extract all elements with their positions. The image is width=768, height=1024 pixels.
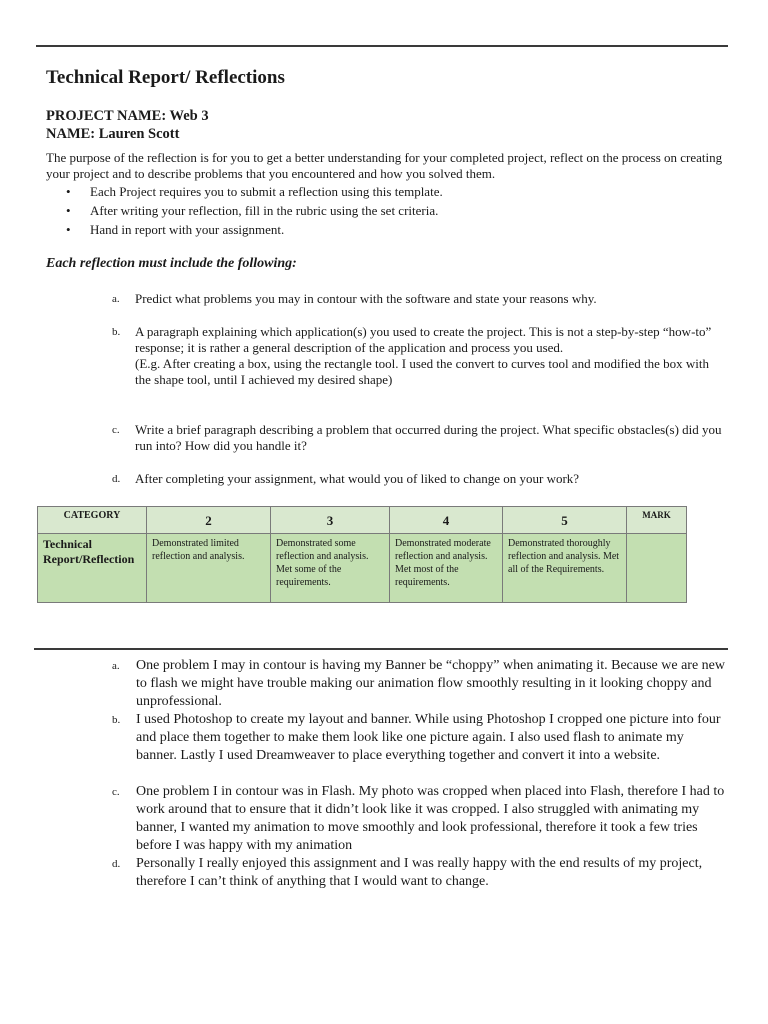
header-score-5: 5 — [503, 507, 627, 534]
list-item — [66, 182, 443, 201]
answer-item — [112, 855, 726, 891]
bullet-icon: • — [66, 184, 71, 199]
project-name: PROJECT NAME: Web 3 — [46, 108, 209, 124]
answer-letter: a. — [112, 660, 120, 672]
document-title: Technical Report/ Reflections — [46, 67, 285, 88]
answer-text: One problem I may in contour is having my Banner be “choppy” when animating it. Because we are new to flash we might have trouble making our animation flow smoothly resulting in it looking choppy and unprofessional. — [136, 658, 725, 709]
list-item-text: Hand in report with your assignment. — [90, 222, 285, 237]
bullet-icon: • — [66, 222, 71, 237]
purpose-paragraph: The purpose of the reflection is for you to get a better understanding for your completed project, reflect on the process on creating your project and to describe problems that you encountered and how you solved them. — [46, 150, 723, 181]
answer-text: One problem I in contour was in Flash. My photo was cropped when placed into Flash, therefore I had to work around that to ensure that it didn’t look like it was cropped. I also struggled with animating my banner, I wanted my animation to move smoothly and look professional, therefore it took a few tries before I was happy with my animation — [136, 784, 725, 853]
rubric-cell-4: Demonstrated moderate reflection and analysis. Met most of the requirements. — [390, 534, 503, 603]
answer-letter: c. — [112, 786, 120, 798]
rubric-cell-3: Demonstrated some reflection and analysis. Met some of the requirements. — [271, 534, 390, 603]
header-mark: MARK — [627, 507, 687, 534]
rubric-header-row — [38, 507, 687, 534]
requirement-letter: b. — [112, 326, 121, 338]
top-divider — [36, 45, 728, 47]
section-divider — [34, 648, 728, 650]
requirement-letter: d. — [112, 473, 121, 485]
answer-letter: b. — [112, 714, 121, 726]
header-score-2: 2 — [147, 507, 271, 534]
rubric-category: Technical Report/Reflection — [38, 534, 147, 603]
header-score-3: 3 — [271, 507, 390, 534]
answer-letter: d. — [112, 858, 121, 870]
author-name: NAME: Lauren Scott — [46, 126, 180, 142]
requirement-item — [112, 324, 726, 388]
requirement-letter: a. — [112, 293, 120, 305]
requirement-text: A paragraph explaining which application(s) you used to create the project. This is not a step-by-step “how-to” response; it is rather a general description of the application and process you used. — [135, 324, 712, 355]
table-row — [38, 534, 687, 603]
header-score-4: 4 — [390, 507, 503, 534]
answer-item — [112, 657, 726, 711]
requirement-text: Predict what problems you may in contour with the software and state your reasons why. — [135, 291, 597, 306]
bullet-icon: • — [66, 203, 71, 218]
instruction-list — [66, 182, 443, 239]
requirement-item — [112, 471, 726, 487]
header-category: CATEGORY — [38, 507, 147, 534]
rubric-cell-2: Demonstrated limited reflection and analysis. — [147, 534, 271, 603]
list-item-text: Each Project requires you to submit a reflection using this template. — [90, 184, 443, 199]
section-heading: Each reflection must include the following: — [46, 256, 297, 271]
rubric-table — [37, 506, 687, 603]
requirement-text: Write a brief paragraph describing a problem that occurred during the project. What specific obstacles(s) did you run into? How did you handle it? — [135, 422, 722, 453]
requirement-item — [112, 422, 726, 454]
list-item-text: After writing your reflection, fill in the rubric using the set criteria. — [90, 203, 439, 218]
requirement-letter: c. — [112, 424, 120, 436]
answer-text: Personally I really enjoyed this assignment and I was really happy with the end results of my project, therefore I can’t think of anything that I would want to change. — [136, 856, 703, 889]
answer-text: I used Photoshop to create my layout and banner. While using Photoshop I cropped one picture into four and place them together to make them look like one picture again. I also used flash to animate my banner. Lastly I used Dreamweaver to place everything together and convert it into a website. — [136, 712, 721, 763]
answer-item — [112, 783, 726, 855]
requirement-item — [112, 291, 726, 307]
rubric-cell-5: Demonstrated thoroughly reflection and analysis. Met all of the Requirements. — [503, 534, 627, 603]
answer-item — [112, 711, 726, 765]
requirement-text: After completing your assignment, what would you of liked to change on your work? — [135, 471, 580, 486]
list-item — [66, 220, 443, 239]
requirement-example: (E.g. After creating a box, using the rectangle tool. I used the convert to curves tool and modified the box with the shape tool, until I achieved my desired shape) — [135, 356, 710, 387]
rubric-mark-cell[interactable] — [627, 534, 687, 603]
list-item — [66, 201, 443, 220]
